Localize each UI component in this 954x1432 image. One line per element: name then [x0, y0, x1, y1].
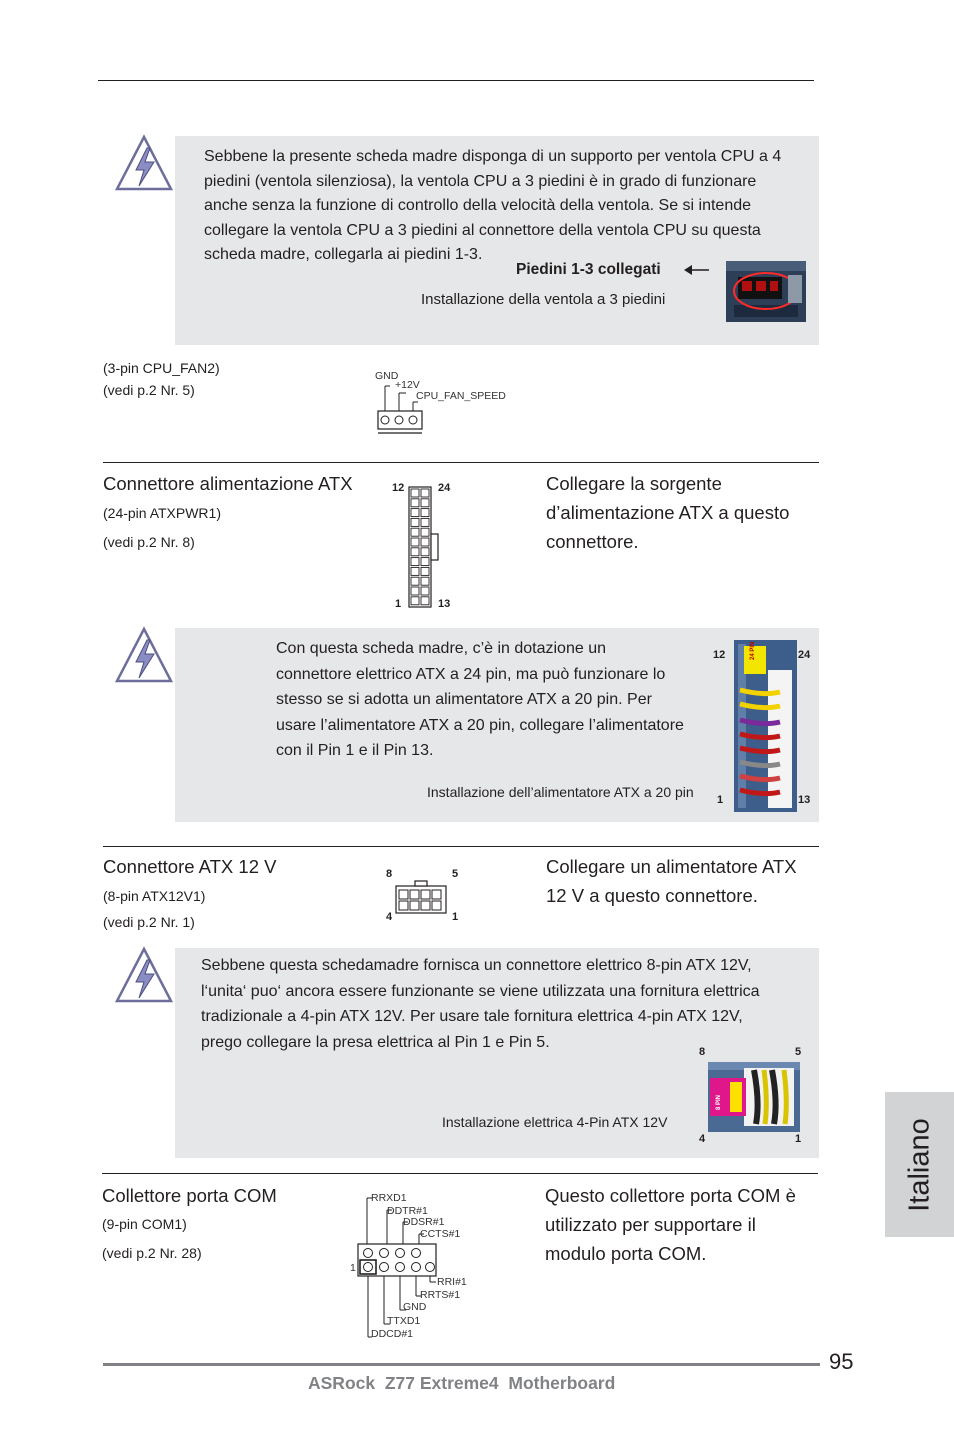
- note1-caption: Installazione della ventola a 3 piedini: [421, 291, 666, 308]
- cpu-fan2-header-diagram: [376, 381, 424, 439]
- note1-text: [204, 145, 816, 268]
- note2-line: Con questa scheda madre, c’è in dotazione un: [276, 640, 606, 657]
- note2-line: connettore elettrico ATX a 24 pin, ma può funzionare lo: [276, 665, 666, 683]
- pin-label: 13: [438, 598, 451, 610]
- pin-label: 1: [452, 911, 459, 923]
- warning-icon: [114, 134, 174, 192]
- note3-text: [201, 953, 811, 1055]
- desc-line: Collegare la sorgente: [546, 473, 722, 494]
- pin-label-cpu-fan-speed: CPU_FAN_SPEED: [416, 390, 506, 402]
- footer-rule: [103, 1363, 820, 1366]
- note2-line: usare l’alimentatore ATX a 20 pin, collegare l’alimentatore: [276, 716, 684, 734]
- note2-line: stesso se si adotta un alimentatore ATX a 20 pin. Per: [276, 691, 652, 708]
- note3-line: prego collegare la presa elettrica al Pin 1 e Pin 5.: [201, 1033, 550, 1051]
- cpu-fan2-ref: (vedi p.2 Nr. 5): [103, 382, 195, 398]
- atx-20pin-photo: [734, 640, 797, 812]
- section-rule: [102, 1173, 818, 1174]
- section-rule: [103, 846, 819, 847]
- note2-caption: Installazione dell’alimentatore ATX a 20 pin: [427, 784, 694, 800]
- warning-icon: [114, 626, 174, 684]
- com-pin-rri1: RRI#1: [437, 1276, 467, 1288]
- pins-connected-label: Piedini 1-3 collegati: [516, 261, 661, 278]
- note3-line: Sebbene questa schedamadre fornisca un connettore elettrico 8-pin ATX 12V,: [201, 957, 752, 974]
- pin-label: 5: [795, 1046, 802, 1058]
- page-number: 95: [829, 1349, 854, 1374]
- atx12v-desc: [546, 852, 797, 910]
- com-title: Collettore porta COM: [102, 1185, 277, 1206]
- pin-label: 8: [699, 1046, 706, 1058]
- pin-label: 24: [798, 649, 811, 661]
- photo-label-8pin: 8 PIN: [716, 1094, 722, 1110]
- pin-label: 13: [798, 794, 811, 806]
- desc-line: connettore.: [546, 531, 639, 552]
- section-rule: [103, 462, 819, 463]
- com-pin-ddsr1: DDSR#1: [403, 1216, 445, 1228]
- com-pin-ddtr1: DDTR#1: [387, 1205, 428, 1217]
- com-pin-one: 1: [350, 1262, 356, 1274]
- desc-line: 12 V a questo connettore.: [546, 885, 758, 906]
- desc-line: modulo porta COM.: [545, 1243, 707, 1264]
- photo-label-24pin: 24 PIN: [750, 641, 756, 660]
- note3-caption: Installazione elettrica 4-Pin ATX 12V: [442, 1114, 668, 1130]
- pin-label: 4: [386, 911, 393, 923]
- pin-label: 1: [395, 598, 402, 610]
- pin-label: 1: [717, 794, 724, 806]
- note1-line: collegare la ventola CPU a 3 piedini al connettore della ventola CPU su questa: [204, 221, 761, 239]
- com-pin-ttxd1: TTXD1: [387, 1315, 421, 1327]
- com-pin-rrts1: RRTS#1: [420, 1289, 461, 1301]
- note1-line: Sebbene la presente scheda madre disponga di un supporto per ventola CPU a 4: [204, 148, 782, 165]
- atx-power-title: Connettore alimentazione ATX: [103, 473, 353, 494]
- note3-line: l‘unita‘ puo‘ ancora essere funzionante se viene utilizzata una fornitura elettrica: [201, 982, 760, 1000]
- atx-power-desc: [546, 469, 789, 556]
- note1-line: anche senza la funzione di controllo della velocità della ventola. Se si intende: [204, 197, 752, 214]
- com-pin-ccts1: CCTS#1: [420, 1228, 461, 1240]
- pin-label: 24: [438, 482, 451, 494]
- pin-label: 1: [795, 1133, 802, 1145]
- note2-line: con il Pin 1 e il Pin 13.: [276, 742, 434, 759]
- com-pin-rrxd1: RRXD1: [371, 1192, 407, 1204]
- pin-label: 12: [392, 482, 405, 494]
- footer-title: ASRock Z77 Extreme4 Motherboard: [308, 1373, 616, 1393]
- pin-label: 12: [713, 649, 726, 661]
- atx-power-ref: (vedi p.2 Nr. 8): [103, 534, 195, 550]
- desc-line: utilizzato per supportare il: [545, 1214, 756, 1235]
- pin-label: 8: [386, 868, 393, 880]
- desc-line: Collegare un alimentatore ATX: [546, 856, 797, 877]
- com-pin-ddcd1: DDCD#1: [371, 1328, 414, 1340]
- pin-label-gnd: GND: [375, 370, 399, 382]
- atx12v-ref: (vedi p.2 Nr. 1): [103, 914, 195, 930]
- atx12v-title: Connettore ATX 12 V: [103, 856, 277, 877]
- top-rule: [98, 80, 814, 81]
- warning-icon: [114, 946, 174, 1004]
- atx12v-name: (8-pin ATX12V1): [103, 888, 206, 904]
- side-tab-label: Italiano: [903, 1117, 935, 1212]
- pin-label: 4: [699, 1133, 706, 1145]
- com-pin-gnd: GND: [403, 1301, 427, 1313]
- atx-24pin-diagram: [408, 486, 440, 608]
- note3-line: tradizionale a 4-pin ATX 12V. Per usare tale fornitura elettrica 4-pin ATX 12V,: [201, 1008, 743, 1025]
- com-desc: [545, 1181, 796, 1268]
- atx-power-name: (24-pin ATXPWR1): [103, 505, 221, 521]
- language-side-tab: [885, 1092, 954, 1237]
- com-name: (9-pin COM1): [102, 1216, 187, 1232]
- fan-header-photo: [726, 261, 806, 322]
- note2-text: [276, 636, 716, 764]
- pin-label-12v: +12V: [395, 379, 420, 391]
- note1-line: scheda madre, collegarla ai piedini 1-3.: [204, 246, 483, 263]
- atx-8pin-diagram: [395, 880, 447, 914]
- note1-line: piedini (ventola silenziosa), la ventola CPU a 3 piedini è in grado di funzionare: [204, 172, 757, 190]
- cpu-fan2-name: (3-pin CPU_FAN2): [103, 360, 220, 376]
- desc-line: d’alimentazione ATX a questo: [546, 502, 790, 523]
- pin-label: 5: [452, 868, 459, 880]
- desc-line: Questo collettore porta COM è: [545, 1185, 796, 1206]
- arrow-left-icon: [684, 263, 710, 277]
- com-ref: (vedi p.2 Nr. 28): [102, 1245, 202, 1261]
